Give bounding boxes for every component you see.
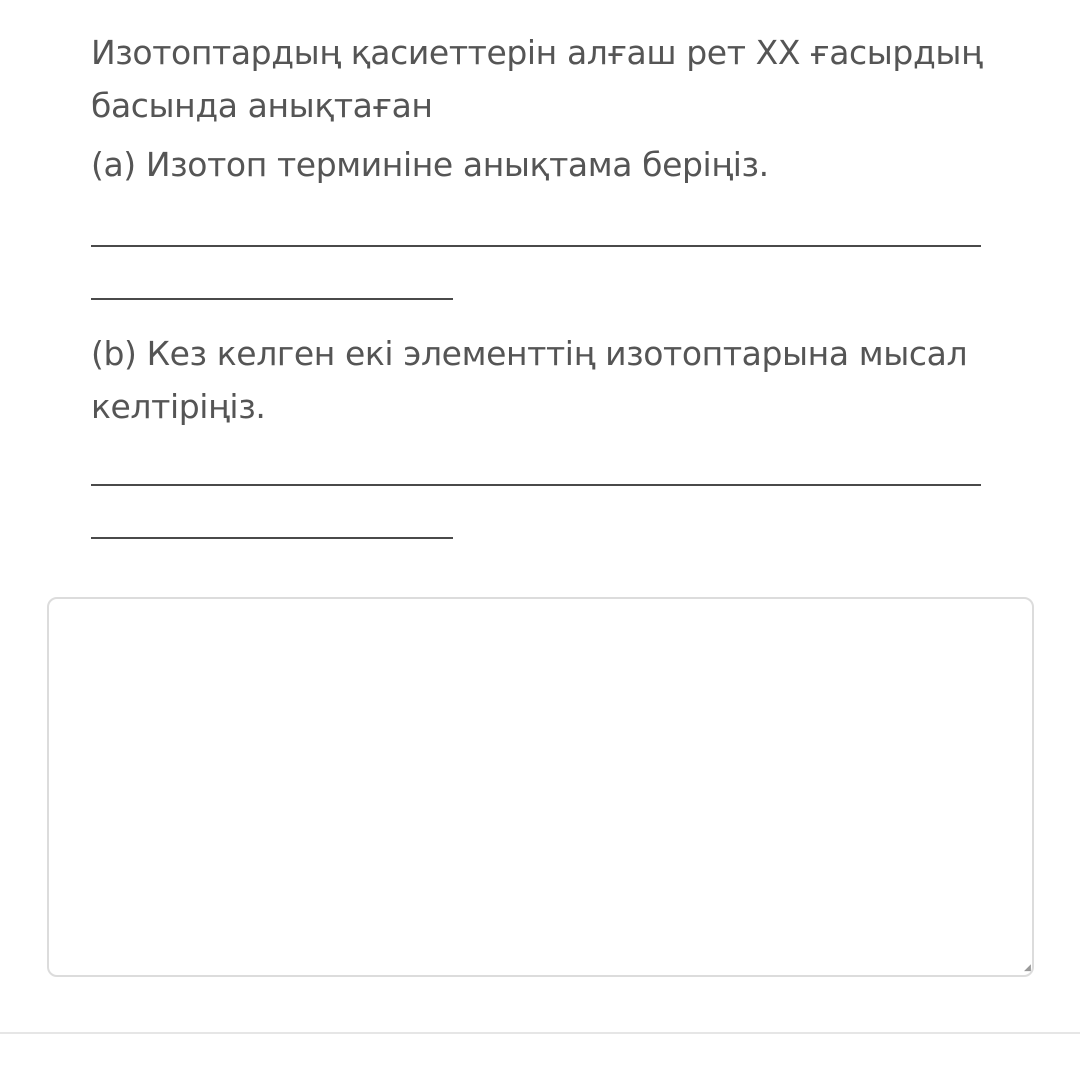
question-part-b: (b) Кез келген екі элементтің изотоптарына мысал келтіріңіз. (91, 334, 968, 426)
answer-textarea[interactable] (47, 597, 1034, 977)
answer-blank-line (91, 537, 453, 539)
question-part-a: (a) Изотоп терминіне анықтама беріңіз. (91, 145, 769, 184)
resize-handle-icon[interactable]: ◢ (1024, 963, 1031, 973)
question-block (91, 26, 991, 426)
answer-blank-line (91, 245, 981, 247)
answer-blank-line (91, 484, 981, 486)
divider (0, 1032, 1080, 1034)
question-intro-text: Изотоптардың қасиеттерін алғаш рет XX ғасырдың басында анықтаған (91, 33, 983, 125)
answer-blank-line (91, 298, 453, 300)
